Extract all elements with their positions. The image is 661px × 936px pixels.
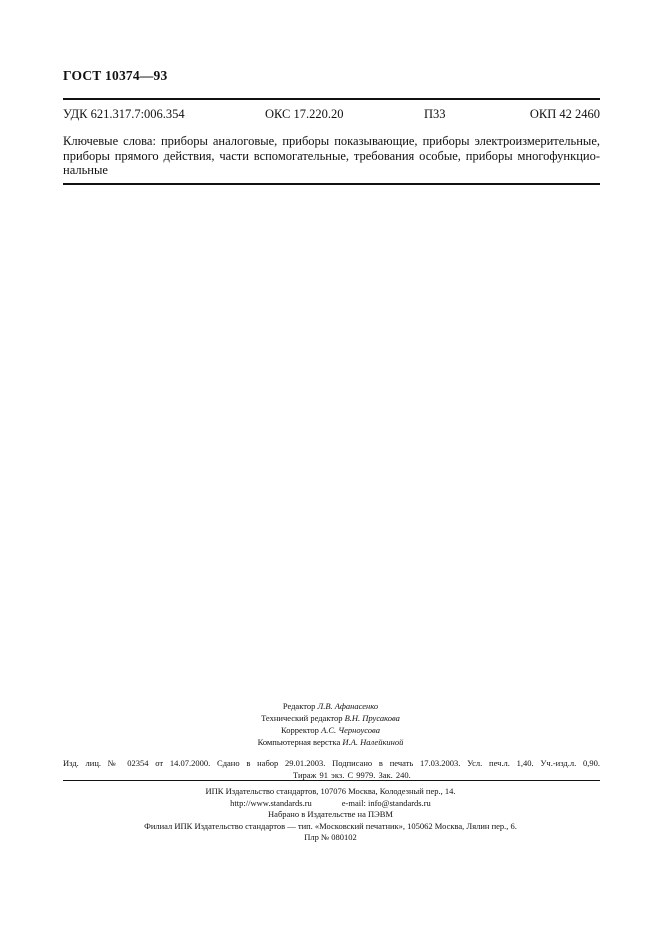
layout-name: И.А. Налейкиной [342,737,404,747]
layout-label: Компьютерная верстка [257,737,341,747]
tech-editor-credit [0,712,661,724]
email-link[interactable]: e-mail: info@standards.ru [341,797,431,808]
imprint-line: Тираж 91 экз. С 9979. Зак. 240. [293,770,411,780]
keywords-line: нальные [63,163,108,177]
publisher-info [0,786,661,844]
okp-code: ОКП 42 2460 [529,107,600,121]
header-divider [63,98,600,100]
print-imprint [63,757,600,781]
tech-editor-label: Технический редактор [261,713,343,723]
corrector-label: Корректор [281,725,319,735]
keywords-line: Ключевые слова: приборы аналоговые, приборы показывающие, приборы электроизмерительные, [63,134,600,148]
layout-credit [0,736,661,748]
keywords-divider [63,183,600,185]
document-title: ГОСТ 10374—93 [63,68,168,83]
keywords-paragraph [63,134,600,178]
classification-codes [63,107,600,123]
oks-code: ОКС 17.220.20 [265,107,344,121]
tech-editor-name: В.Н. Прусакова [344,713,400,723]
imprint-line: Изд. лиц. № 02354 от 14.07.2000. Сдано в набор 29.01.2003. Подписано в печать 17.03.2003. Усл. печ.л. 1,40. Уч.-изд.л. 0,90. [63,758,600,768]
imprint-divider [63,780,600,781]
corrector-credit [0,724,661,736]
website-link[interactable]: http://www.standards.ru [230,797,312,808]
keywords-line: приборы прямого действия, части вспомогательные, требования особые, приборы многофункцио- [63,148,600,163]
publisher-contacts [0,798,661,810]
editor-credit [0,700,661,712]
editor-label: Редактор [282,701,316,711]
publisher-license: Плр № 080102 [304,832,357,842]
udk-code: УДК 621.317.7:006.354 [63,107,185,121]
p33-code: П33 [424,107,446,121]
publisher-branch: Филиал ИПК Издательство стандартов — тип. «Московский печатник», 105062 Москва, Лялин пер., 6. [144,820,517,831]
editorial-credits [0,700,661,748]
editor-name: Л.В. Афанасенко [317,701,379,711]
corrector-name: А.С. Черноусова [321,725,380,735]
publisher-typeset: Набрано в Издательстве на ПЭВМ [268,809,393,819]
publisher-address: ИПК Издательство стандартов, 107076 Москва, Колодезный пер., 14. [205,786,456,796]
